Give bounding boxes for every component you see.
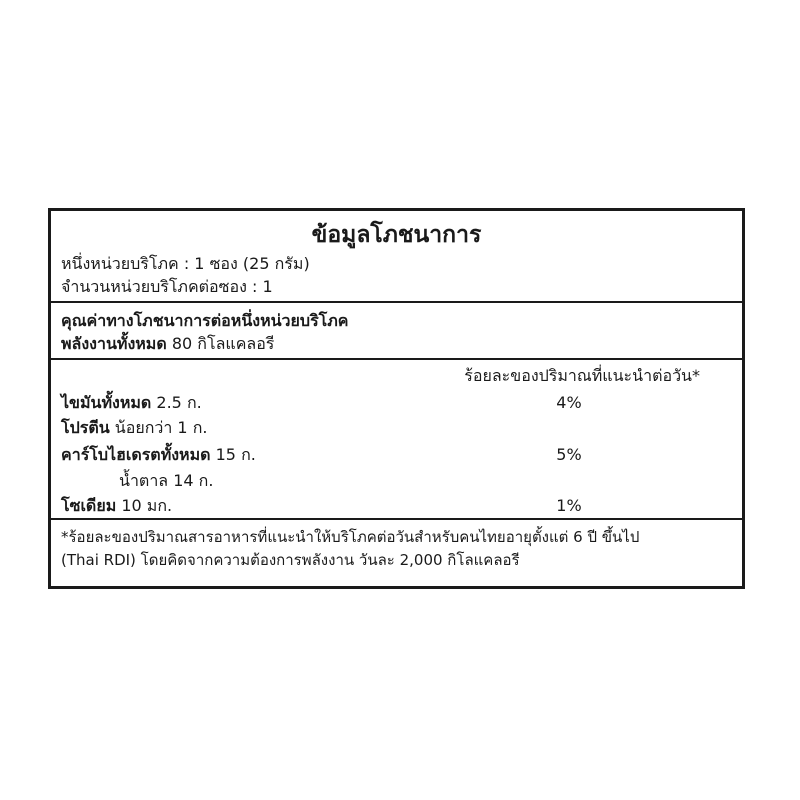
nutrient-amount: น้ำตาล 14 ก. bbox=[119, 471, 214, 490]
nutrients-section bbox=[51, 360, 742, 520]
daily-value-header: ร้อยละของปริมาณที่แนะนำต่อวัน* bbox=[464, 366, 700, 385]
nutrition-facts-panel bbox=[48, 208, 745, 589]
nutrition-per-serving-heading: คุณค่าทางโภชนาการต่อหนึ่งหน่วยบริโภค bbox=[61, 311, 349, 330]
nutrient-daily-value: 1% bbox=[556, 496, 582, 515]
total-energy bbox=[61, 333, 274, 355]
total-energy-value: 80 กิโลแคลอรี bbox=[171, 334, 275, 353]
nutrient-row-total-fat bbox=[61, 391, 742, 415]
nutrient-row-sugar bbox=[61, 469, 742, 493]
nutrient-amount: 15 ก. bbox=[215, 445, 256, 464]
nutrient-amount: 2.5 ก. bbox=[156, 393, 202, 412]
nutrient-daily-value: 4% bbox=[556, 393, 582, 412]
nutrient-amount: 10 มก. bbox=[121, 496, 173, 515]
nutrient-row-total-carbohydrate bbox=[61, 443, 742, 467]
serving-size: หนึ่งหน่วยบริโภค : 1 ซอง (25 กรัม) bbox=[61, 254, 310, 273]
nutrient-name: คาร์โบไฮเดรตทั้งหมด bbox=[61, 445, 211, 464]
nutrient-daily-value: 5% bbox=[556, 445, 582, 464]
footnote-section bbox=[51, 520, 742, 586]
servings-per-pack: จำนวนหน่วยบริโภคต่อซอง : 1 bbox=[61, 277, 273, 296]
nutrient-amount: น้อยกว่า 1 ก. bbox=[114, 418, 208, 437]
nutrient-name: โซเดียม bbox=[61, 496, 117, 515]
total-energy-label: พลังงานทั้งหมด bbox=[61, 334, 167, 353]
energy-section bbox=[51, 303, 742, 360]
nutrient-row-protein bbox=[61, 416, 742, 440]
nutrient-name: โปรตีน bbox=[61, 418, 110, 437]
serving-section bbox=[51, 211, 742, 303]
footnote-line-2: (Thai RDI) โดยคิดจากความต้องการพลังงาน วันละ 2,000 กิโลแคลอรี bbox=[61, 551, 520, 569]
panel-title: ข้อมูลโภชนาการ bbox=[311, 222, 482, 248]
nutrient-name: ไขมันทั้งหมด bbox=[61, 393, 152, 412]
nutrient-row-sodium bbox=[61, 494, 742, 518]
footnote-line-1: *ร้อยละของปริมาณสารอาหารที่แนะนำให้บริโภคต่อวันสำหรับคนไทยอายุตั้งแต่ 6 ปี ขึ้นไป bbox=[61, 528, 640, 546]
